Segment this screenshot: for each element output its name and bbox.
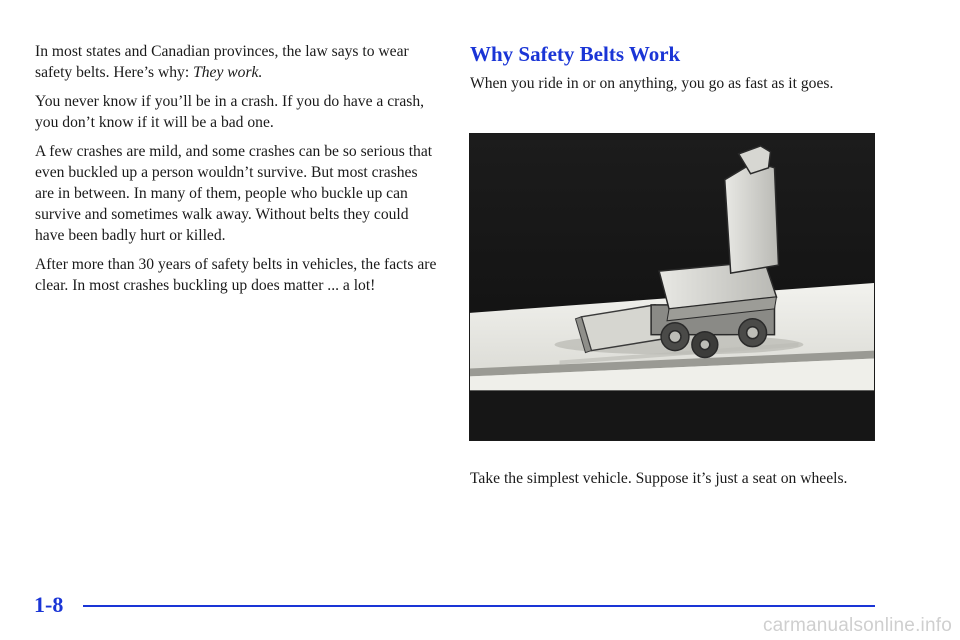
seat-on-wheels-illustration — [469, 133, 875, 441]
page-number: 1-8 — [34, 592, 64, 617]
right-column — [470, 41, 890, 102]
paragraph-mild: A few crashes are mild, and some crashes can be so serious that even buckled up a person wouldn’t survive. But most crashes are in between. In many of them, people who buckle up can survive and sometimes walk away. Without belts they could have been badly hurt or killed. — [35, 143, 433, 244]
intro-paragraph: When you ride in or on anything, you go as fast as it goes. — [470, 75, 834, 92]
seat-on-wheels-drawing — [470, 134, 874, 440]
section-heading: Why Safety Belts Work — [470, 42, 681, 66]
paragraph-law-emphasis: They work. — [193, 64, 263, 81]
site-watermark: carmanualsonline.info — [762, 615, 952, 636]
seat-back-icon — [725, 162, 779, 273]
paragraph-facts: After more than 30 years of safety belts in vehicles, the facts are clear. In most crashes buckling up does matter ... a lot! — [35, 256, 437, 294]
left-column — [35, 41, 440, 304]
footer-divider — [83, 605, 875, 607]
illustration-caption: Take the simplest vehicle. Suppose it’s just a seat on wheels. — [470, 470, 848, 487]
paragraph-law — [35, 41, 440, 83]
paragraph-law-text: In most states and Canadian provinces, the law says to wear safety belts. Here’s why: — [35, 43, 409, 81]
paragraph-crash: You never know if you’ll be in a crash. If you do have a crash, you don’t know if it will be a bad one. — [35, 93, 425, 131]
